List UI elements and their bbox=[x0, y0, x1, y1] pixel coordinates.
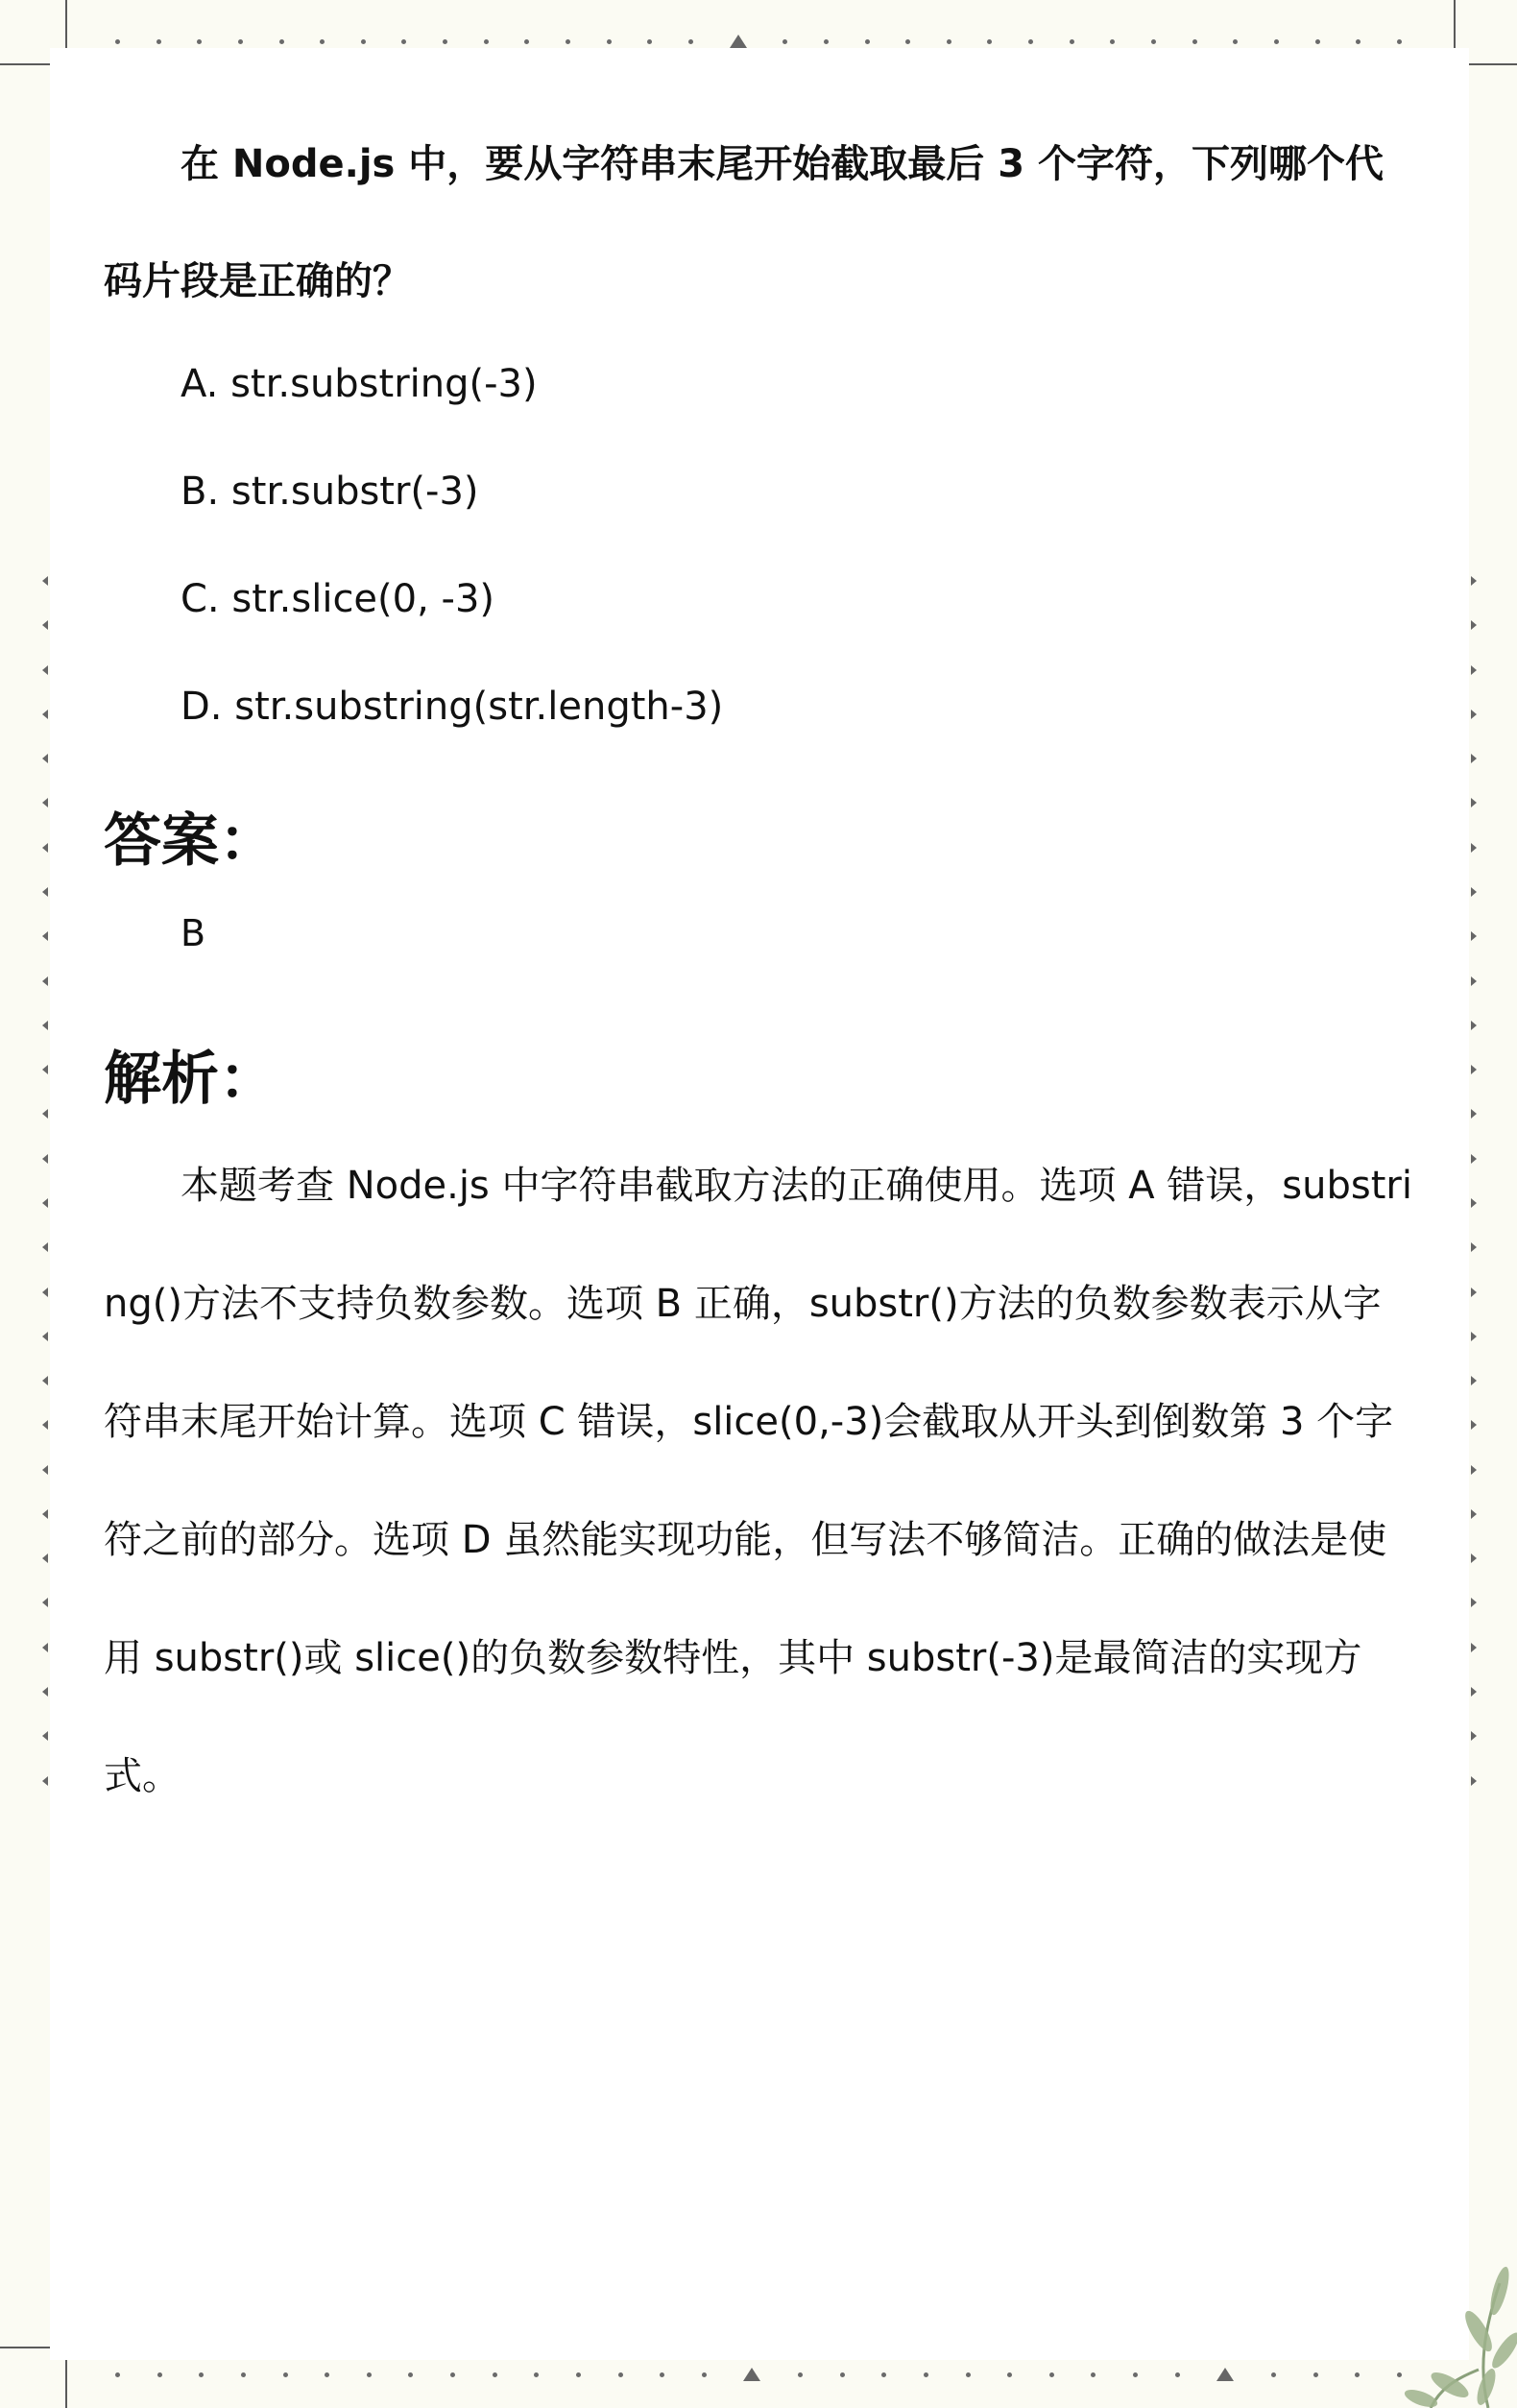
option-a: A. str.substring(-3) bbox=[181, 362, 538, 406]
option-c: C. str.slice(0, -3) bbox=[181, 577, 495, 621]
answer-value: B bbox=[181, 912, 206, 954]
border-rule-left-top bbox=[65, 0, 67, 48]
leaves-decoration-icon bbox=[1287, 2216, 1517, 2408]
content-area bbox=[104, 134, 1415, 1836]
border-rule-left-bottom bbox=[65, 2360, 67, 2408]
analysis-heading: 解析： bbox=[104, 1046, 277, 1113]
left-dot-border bbox=[40, 576, 50, 1786]
border-rule-top-right bbox=[1469, 63, 1517, 65]
question-text: 在 Node.js 中，要从字符串末尾开始截取最后 3 个字符，下列哪个代码片段是正确的？ bbox=[104, 142, 1384, 303]
option-b: B. str.substr(-3) bbox=[181, 470, 479, 514]
top-dot-border bbox=[115, 35, 1402, 48]
border-rule-right-top bbox=[1454, 0, 1456, 48]
right-dot-border bbox=[1469, 576, 1479, 1786]
analysis-text: 本题考查 Node.js 中字符串截取方法的正确使用。选项 A 错误，substring()方法不支持负数参数。选项 B 正确，substr()方法的负数参数表示从字符串末尾开始计算。选项 C 错误，slice(0,-3)会截取从开头到倒数第 3 个字符之前的部分。选项 D 虽然能实现功能，但写法不够简洁。正确的做法是使用 substr()或 slice()的负数参数特性，其中 substr(-3)是最简洁的实现方式。 bbox=[104, 1164, 1412, 1798]
border-rule-top-left bbox=[0, 63, 50, 65]
option-d: D. str.substring(str.length-3) bbox=[181, 685, 724, 729]
content-card bbox=[50, 48, 1469, 2360]
answer-heading: 答案： bbox=[104, 807, 277, 875]
border-rule-bottom-left bbox=[0, 2347, 50, 2348]
bottom-dot-border bbox=[115, 2368, 1402, 2381]
